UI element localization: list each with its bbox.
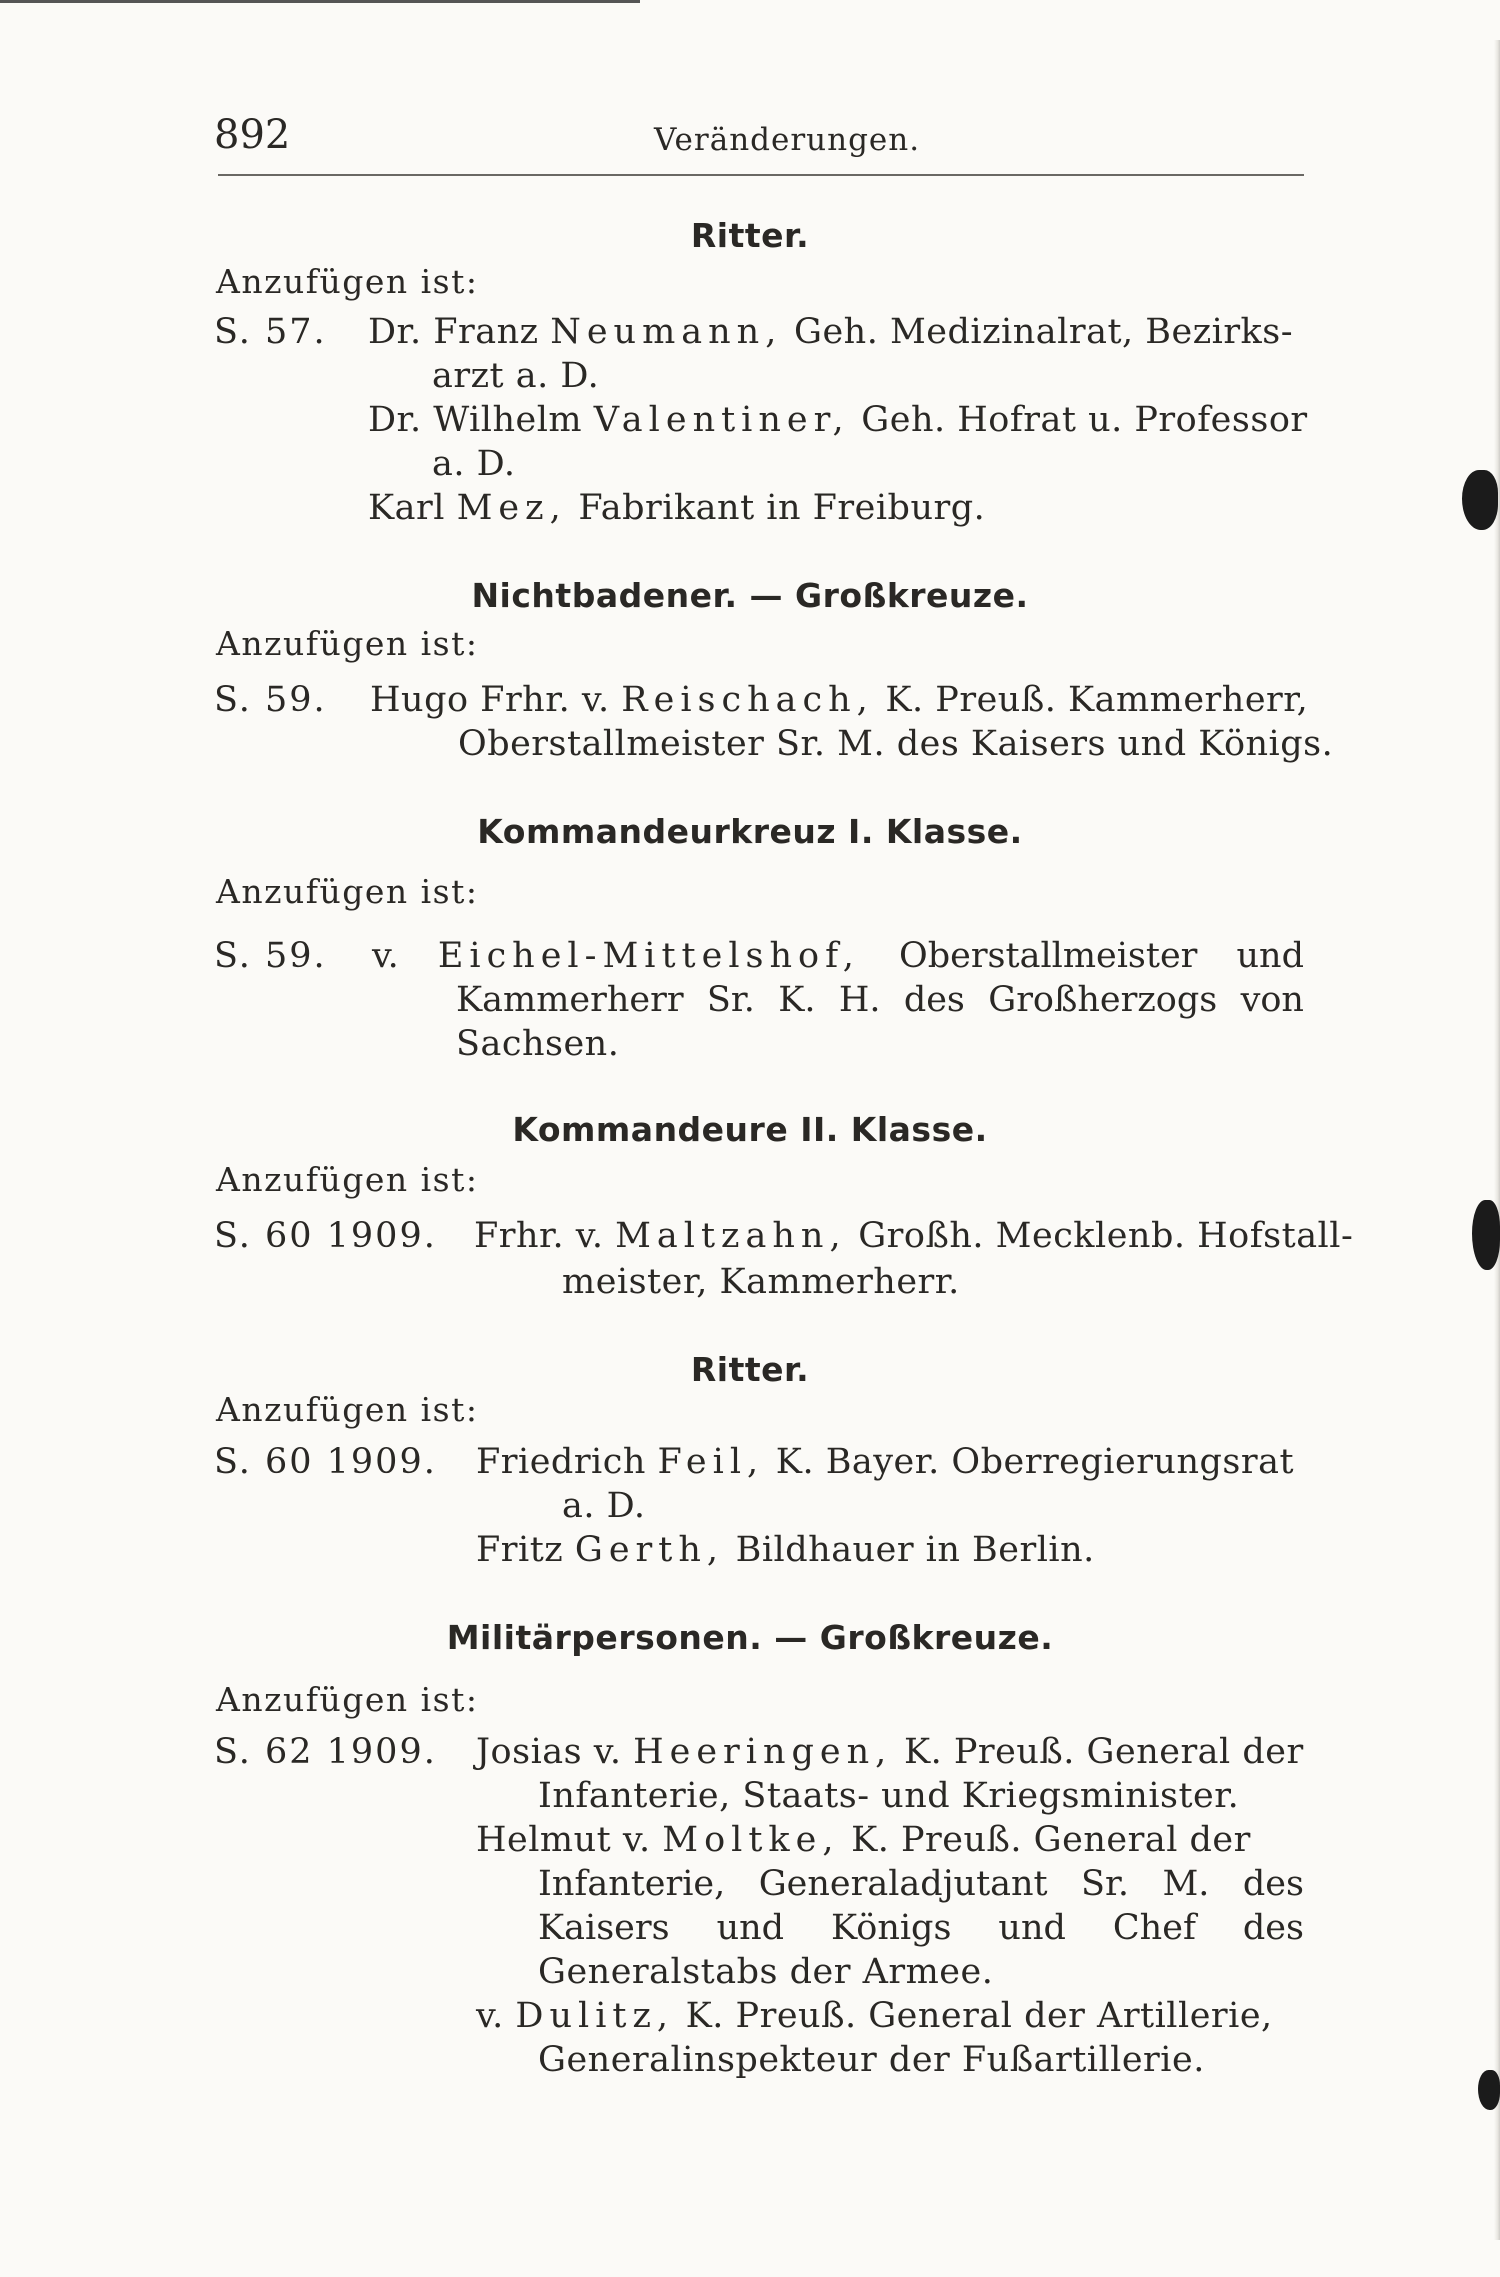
entry-line bbox=[368, 488, 985, 528]
section-heading: Kommandeurkreuz I. Klasse. bbox=[477, 812, 1023, 851]
entry-text: Josias v. bbox=[476, 1732, 622, 1772]
section-heading: Kommandeure II. Klasse. bbox=[512, 1110, 988, 1149]
anzufuegen-label: Anzufügen ist: bbox=[216, 1160, 479, 1199]
person-name: Dulitz, bbox=[515, 1996, 675, 2036]
entry-text: K. Preuß. General der Artillerie, bbox=[685, 1996, 1273, 2036]
anzufuegen-label: Anzufügen ist: bbox=[216, 1680, 479, 1719]
section-heading: Nichtbadener. — Großkreuze. bbox=[471, 576, 1029, 615]
entry-text: Geh. Medizinalrat, Bezirks- bbox=[794, 312, 1294, 352]
entry-line-justified bbox=[456, 980, 1304, 1020]
entry-line bbox=[368, 312, 1293, 352]
person-name: Gerth, bbox=[574, 1530, 724, 1570]
entry-text: Dr. Franz bbox=[368, 312, 539, 352]
anzufuegen-label: Anzufügen ist: bbox=[216, 262, 479, 301]
entry-line bbox=[476, 1530, 1095, 1570]
page-reference: S. 62 1909. bbox=[214, 1732, 437, 1772]
entry-text: Frhr. v. bbox=[474, 1216, 604, 1256]
entry-text: Infanterie, bbox=[538, 1864, 726, 1904]
entry-text: K. Preuß. Kammerherr, bbox=[885, 680, 1309, 720]
anzufuegen-label: Anzufügen ist: bbox=[216, 1390, 479, 1429]
entry-continuation: Infanterie, Staats- und Kriegsminister. bbox=[538, 1776, 1240, 1816]
entry-text: des bbox=[1242, 1908, 1304, 1948]
entry-continuation: a. D. bbox=[562, 1486, 646, 1526]
entry-line bbox=[476, 1820, 1251, 1860]
entry-text: v. bbox=[372, 936, 399, 976]
anzufuegen-label: Anzufügen ist: bbox=[216, 872, 479, 911]
section-heading: Ritter. bbox=[690, 1350, 810, 1389]
page-number: 892 bbox=[214, 112, 291, 158]
entry-text: Hugo Frhr. v. bbox=[370, 680, 610, 720]
entry-continuation: Sachsen. bbox=[456, 1024, 620, 1064]
person-name: Mez, bbox=[456, 488, 567, 528]
entry-continuation: Oberstallmeister Sr. M. des Kaisers und Königs. bbox=[458, 724, 1334, 764]
section-heading: Ritter. bbox=[690, 216, 810, 255]
person-name: Reischach, bbox=[621, 680, 874, 720]
entry-text: Kaisers bbox=[538, 1908, 670, 1948]
section-heading: Militärpersonen. — Großkreuze. bbox=[446, 1618, 1054, 1657]
entry-text: K. Preuß. General der bbox=[903, 1732, 1304, 1772]
ink-blot bbox=[1472, 1200, 1500, 1270]
page-reference: S. 59. bbox=[214, 680, 327, 720]
entry-text: Großh. Mecklenb. Hofstall- bbox=[858, 1216, 1354, 1256]
entry-line-justified bbox=[538, 1908, 1304, 1948]
person-name: Feil, bbox=[657, 1442, 765, 1482]
entry-text: Sr. bbox=[1081, 1864, 1130, 1904]
entry-text: Sr. bbox=[706, 980, 755, 1020]
anzufuegen-label: Anzufügen ist: bbox=[216, 624, 479, 663]
entry-text: Dr. Wilhelm bbox=[368, 400, 583, 440]
entry-text: K. Preuß. General der bbox=[851, 1820, 1251, 1860]
entry-text: Karl bbox=[368, 488, 445, 528]
entry-text: Fritz bbox=[476, 1530, 564, 1570]
entry-text: Generaladjutant bbox=[758, 1864, 1048, 1904]
entry-line-justified bbox=[538, 1864, 1304, 1904]
entry-text: von bbox=[1240, 980, 1304, 1020]
entry-line bbox=[368, 400, 1308, 440]
entry-continuation: arzt a. D. bbox=[432, 356, 600, 396]
ink-blot bbox=[1462, 470, 1498, 530]
running-title: Veränderungen. bbox=[654, 122, 921, 158]
person-name: Neumann, bbox=[550, 312, 783, 352]
entry-text: K. bbox=[778, 980, 816, 1020]
entry-text: Kammerherr bbox=[456, 980, 684, 1020]
entry-text: Königs bbox=[831, 1908, 952, 1948]
entry-continuation: a. D. bbox=[432, 444, 516, 484]
entry-text: H. bbox=[838, 980, 881, 1020]
entry-text: Chef bbox=[1112, 1908, 1196, 1948]
entry-text: Friedrich bbox=[476, 1442, 646, 1482]
person-name: Moltke, bbox=[662, 1820, 840, 1860]
person-name: Heeringen, bbox=[633, 1732, 893, 1772]
entry-text: und bbox=[716, 1908, 785, 1948]
entry-text: Helmut v. bbox=[476, 1820, 651, 1860]
entry-text: und bbox=[998, 1908, 1066, 1948]
entry-line bbox=[476, 1442, 1294, 1482]
entry-text: Geh. Hofrat u. Professor bbox=[861, 400, 1308, 440]
page-reference: S. 60 1909. bbox=[214, 1442, 437, 1482]
page-reference: S. 57. bbox=[214, 312, 327, 352]
entry-line bbox=[370, 680, 1308, 720]
entry-text: K. Bayer. Oberregierungsrat bbox=[775, 1442, 1295, 1482]
page-reference: S. 59. bbox=[214, 936, 327, 976]
person-name: Eichel-Mittelshof, bbox=[437, 936, 860, 976]
page-header bbox=[214, 112, 1304, 162]
entry-text: des bbox=[1242, 1864, 1304, 1904]
person-name: Maltzahn, bbox=[615, 1216, 847, 1256]
entry-line bbox=[476, 1996, 1273, 2036]
header-rule bbox=[218, 174, 1304, 176]
entry-continuation: Generalstabs der Armee. bbox=[538, 1952, 994, 1992]
entry-text: Fabrikant in Freiburg. bbox=[578, 488, 986, 528]
entry-text: Oberstallmeister bbox=[899, 936, 1198, 976]
entry-text: und bbox=[1236, 936, 1304, 976]
entry-line bbox=[474, 1216, 1353, 1256]
scan-edge-top bbox=[0, 0, 640, 3]
entry-text: Bildhauer in Berlin. bbox=[735, 1530, 1095, 1570]
entry-continuation: meister, Kammerherr. bbox=[562, 1262, 960, 1302]
entry-text: Großherzogs bbox=[988, 980, 1218, 1020]
page-reference: S. 60 1909. bbox=[214, 1216, 437, 1256]
entry-text: des bbox=[903, 980, 965, 1020]
ink-blot bbox=[1478, 2070, 1500, 2110]
entry-continuation: Generalinspekteur der Fußartillerie. bbox=[538, 2040, 1205, 2080]
entry-text: M. bbox=[1162, 1864, 1210, 1904]
entry-line bbox=[476, 1732, 1304, 1772]
person-name: Valentiner, bbox=[593, 400, 850, 440]
entry-text: v. bbox=[476, 1996, 504, 2036]
entry-line-justified bbox=[372, 936, 1304, 976]
